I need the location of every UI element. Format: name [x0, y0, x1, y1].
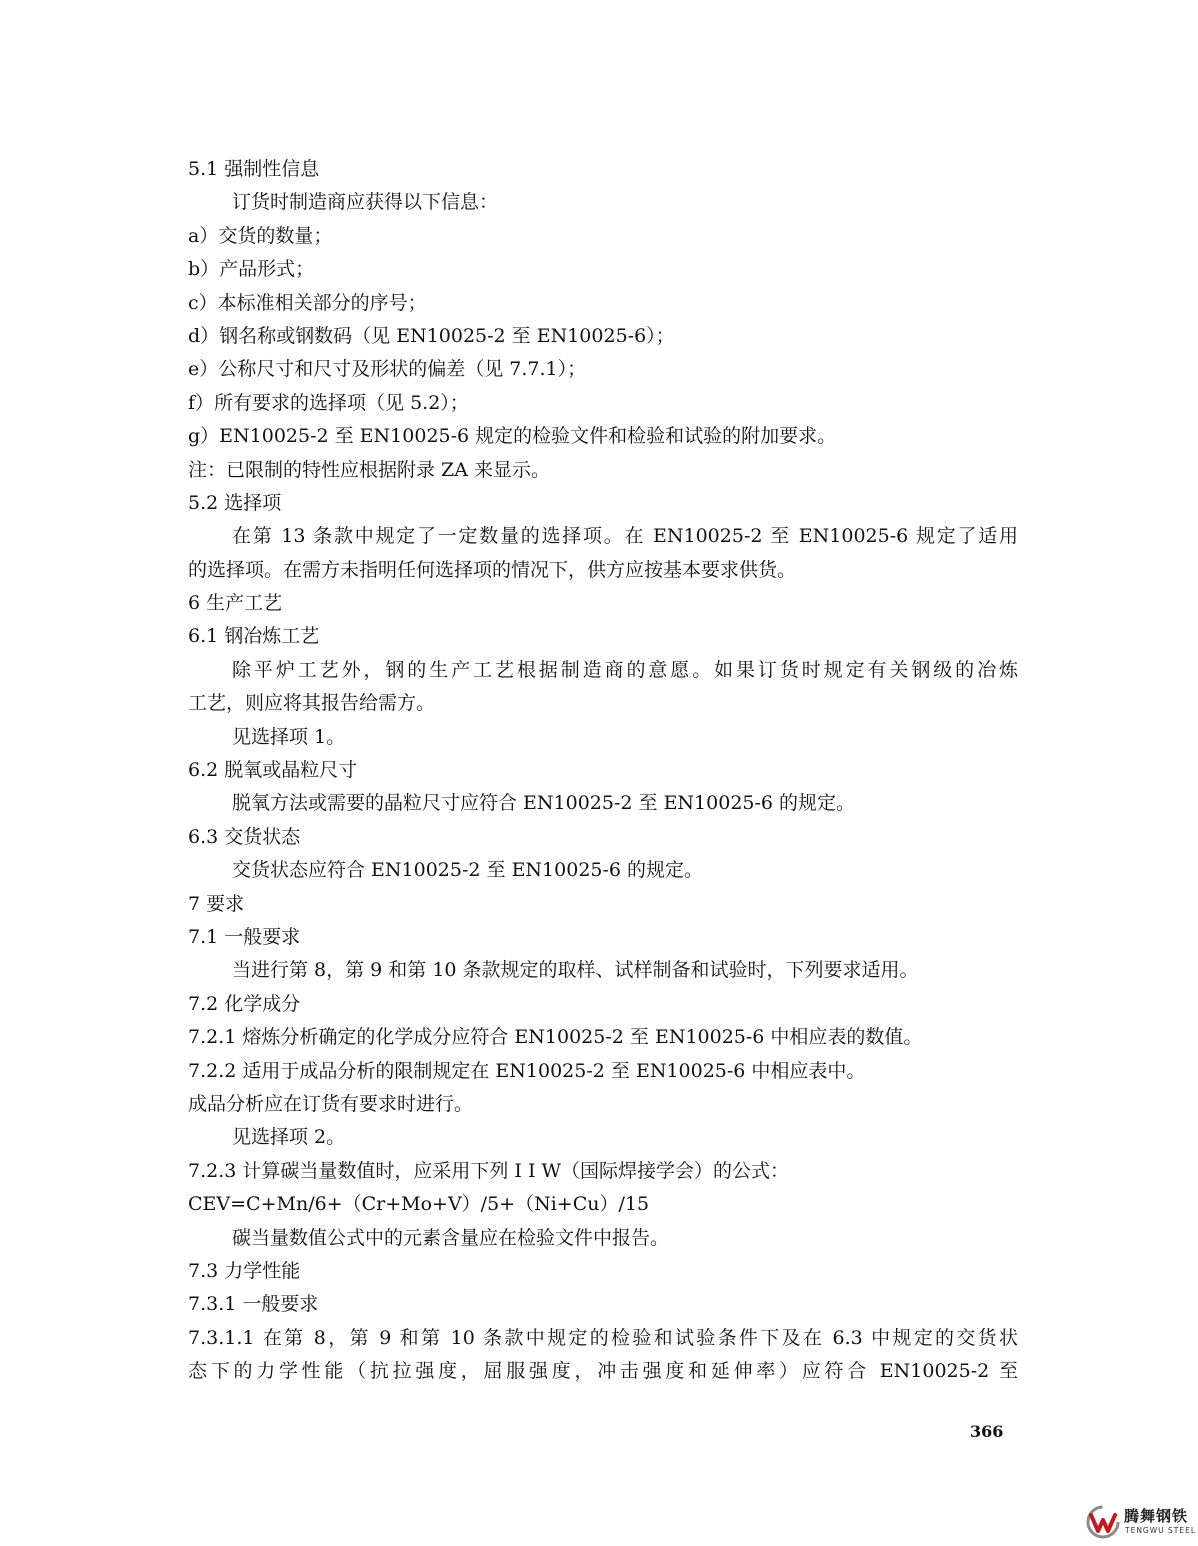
formula-line: CEV=C+Mn/6+（Cr+Mo+V）/5+（Ni+Cu）/15: [188, 1193, 650, 1216]
paragraph-line: 的选择项。在需方未指明任何选择项的情况下，供方应按基本要求供货。: [188, 558, 797, 581]
note-line: 注：已限制的特性应根据附录 ZA 来显示。: [188, 458, 551, 481]
clause-7-3-1: 7.3.1 一般要求: [188, 1293, 319, 1316]
list-item-g: g）EN10025-2 至 EN10025-6 规定的检验文件和检验和试验的附加要求。: [188, 425, 837, 448]
clause-7-2-3: 7.2.3 计算碳当量数值时，应采用下列 I I W（国际焊接学会）的公式：: [188, 1159, 790, 1182]
list-item-d: d）钢名称或钢数码（见 EN10025-2 至 EN10025-6）；: [188, 324, 675, 347]
paragraph-line: 碳当量数值公式中的元素含量应在检验文件中报告。: [232, 1226, 670, 1249]
list-item-b: b）产品形式；: [188, 258, 315, 281]
paragraph-line: 见选择项 1。: [232, 725, 346, 748]
section-heading-6-2: 6.2 脱氧或晶粒尺寸: [188, 759, 358, 782]
logo-name-en: TENGWU STEEL: [1125, 1526, 1197, 1535]
clause-7-2-2: 7.2.2 适用于成品分析的限制规定在 EN10025-2 至 EN10025-6 中相应表中。: [188, 1059, 866, 1082]
clause-7-2-1: 7.2.1 熔炼分析确定的化学成分应符合 EN10025-2 至 EN10025-6 中相应表的数值。: [188, 1026, 923, 1049]
section-heading-6: 6 生产工艺: [188, 592, 283, 615]
paragraph-line: 成品分析应在订货有要求时进行。: [188, 1092, 474, 1115]
paragraph-line: 当进行第 8，第 9 和第 10 条款规定的取样、试样制备和试验时，下列要求适用。: [232, 959, 919, 982]
section-heading-5-2: 5.2 选择项: [188, 491, 282, 514]
logo-name-cn: 腾舞钢铁: [1124, 1507, 1189, 1525]
section-heading-6-1: 6.1 钢冶炼工艺: [188, 625, 320, 648]
paragraph-line: 态下的力学性能（抗拉强度，屈服强度，冲击强度和延伸率）应符合 EN10025-2 至: [188, 1360, 1018, 1383]
clause-7-3-1-1: 7.3.1.1 在第 8，第 9 和第 10 条款中规定的检验和试验条件下及在 6.3 中规定的交货状: [188, 1326, 1018, 1349]
tengwu-logo: [1086, 1503, 1197, 1543]
paragraph-line: 在第 13 条款中规定了一定数量的选择项。在 EN10025-2 至 EN10025-6 规定了适用: [232, 525, 1018, 548]
list-item-a: a）交货的数量；: [188, 224, 333, 247]
list-item-e: e）公称尺寸和尺寸及形状的偏差（见 7.7.1）；: [188, 358, 587, 381]
document-body: [188, 153, 1018, 1388]
section-heading-7-2: 7.2 化学成分: [188, 992, 301, 1015]
tengwu-logo-icon: [1086, 1505, 1120, 1539]
section-heading-7-1: 7.1 一般要求: [188, 925, 301, 948]
paragraph-line: 订货时制造商应获得以下信息：: [232, 191, 499, 214]
list-item-c: c）本标准相关部分的序号；: [188, 291, 427, 314]
section-heading-6-3: 6.3 交货状态: [188, 825, 301, 848]
section-heading-7: 7 要求: [188, 892, 245, 915]
paragraph-line: 工艺，则应将其报告给需方。: [188, 692, 436, 715]
paragraph-line: 见选择项 2。: [232, 1126, 346, 1149]
list-item-f: f）所有要求的选择项（见 5.2）；: [188, 391, 469, 414]
page-number: 366: [970, 1422, 1004, 1441]
paragraph-line: 除平炉工艺外，钢的生产工艺根据制造商的意愿。如果订货时规定有关钢级的冶炼: [232, 658, 1018, 681]
section-heading-5-1: 5.1 强制性信息: [188, 158, 320, 180]
section-heading-7-3: 7.3 力学性能: [188, 1259, 301, 1282]
paragraph-line: 交货状态应符合 EN10025-2 至 EN10025-6 的规定。: [232, 859, 704, 882]
paragraph-line: 脱氧方法或需要的晶粒尺寸应符合 EN10025-2 至 EN10025-6 的规定。: [232, 792, 856, 815]
